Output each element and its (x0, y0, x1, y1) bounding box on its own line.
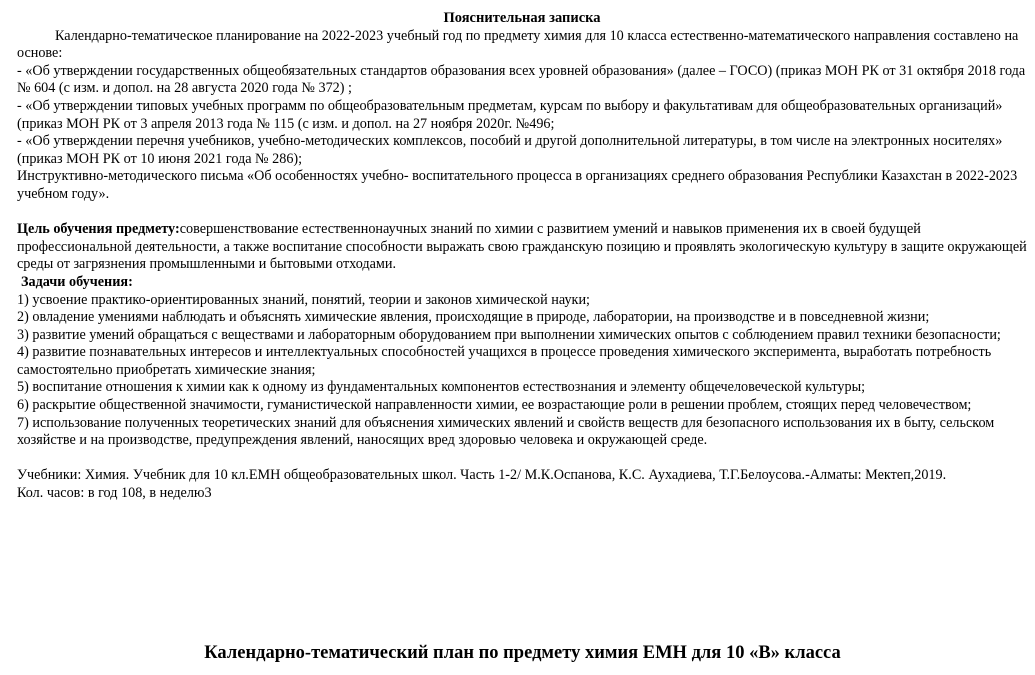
task-item: 1) усвоение практико-ориентированных знаний, понятий, теории и законов химической науки; (17, 291, 590, 308)
goal-label: Цель обучения предмету: (17, 221, 180, 238)
textbooks-line: Учебники: Химия. Учебник для 10 кл.ЕМН общеобразовательных школ. Часть 1-2/ М.К.Оспанова, К.С. Аухадиева, Т.Г.Белоусова.-Алматы: Мектеп,2019. (17, 467, 947, 484)
intro-paragraph: Календарно-тематическое планирование на 2022-2023 учебный год по предмету химия для 10 класса естественно-математического направления составлено на основе: (17, 27, 1019, 62)
task-item: 6) раскрытие общественной значимости, гуманистической направленности химии, ее возрастающие роли в решении проблем, стоящих перед человечеством; (17, 397, 972, 414)
basis-item: - «Об утверждении государственных общеобязательных стандартов образования всех уровней образования» (далее – ГОСО) (приказ МОН РК от 31 октября 2018 года № 604 (с изм. и допол. на 28 августа 2020 года № 372) ; (17, 62, 1026, 97)
basis-item: - «Об утверждении перечня учебников, учебно-методических комплексов, пособий и другой дополнительной литературы, в том числе на электронных носителях» (приказ МОН РК от 10 июня 2021 года № 286); (17, 133, 1003, 167)
task-item: 2) овладение умениями наблюдать и объяснять химические явления, происходящие в природе, лаборатории, на производстве и в повседневной жизни; (17, 309, 930, 326)
plan-title: Календарно-тематический план по предмету химия ЕМН для 10 «В» класса (204, 643, 841, 663)
basis-item: - «Об утверждении типовых учебных программ по общеобразовательным предметам, курсам по выбору и факультативам для общеобразовательных организаций» (приказ МОН РК от 3 апреля 2013 года № 115 (с изм. и допол. на 27 ноября 2020г. №496; (17, 97, 1003, 132)
document-title: Пояснительная записка (443, 10, 601, 26)
tasks-heading: Задачи обучения: (21, 273, 133, 290)
spacer (17, 204, 1027, 222)
hours-line: Кол. часов: в год 108, в неделю3 (17, 485, 212, 502)
task-item: 3) развитие умений обращаться с веществами и лабораторным оборудованием при выполнении химических опытов с соблюдением правил техники безопасности; (17, 326, 1001, 343)
task-item: 4) развитие познавательных интересов и интеллектуальных способностей учащихся в процессе проведения химического эксперимента, выработать потребность самостоятельно приобретать химические знания; (17, 344, 992, 378)
task-item: 5) воспитание отношения к химии как к одному из фундаментальных компонентов естествознания и элементу общечеловеческой культуры; (17, 379, 866, 396)
basis-item: Инструктивно-методического письма «Об особенностях учебно- воспитательного процесса в организациях среднего образования Республики Казахстан в 2022-2023 учебном году». (17, 168, 1018, 202)
goal-paragraph (17, 221, 1027, 274)
spacer (17, 450, 1027, 468)
task-item: 7) использование полученных теоретических знаний для объяснения химических явлений и свойств веществ для безопасного использования их в быту, сельском хозяйстве и на производстве, предупреждения явлений, наносящих вред здоровью человека и окружающей среде. (17, 414, 995, 449)
goal-text: совершенствование естественнонаучных знаний по химии с развитием умений и навыков применения их в своей будущей профессиональной деятельности, а также воспитание способности выражать свою гражданскую позицию и проявлять экологическую культуру в защите окружающей среды от загрязнения промышленными и бытовыми отходами. (17, 221, 1027, 273)
